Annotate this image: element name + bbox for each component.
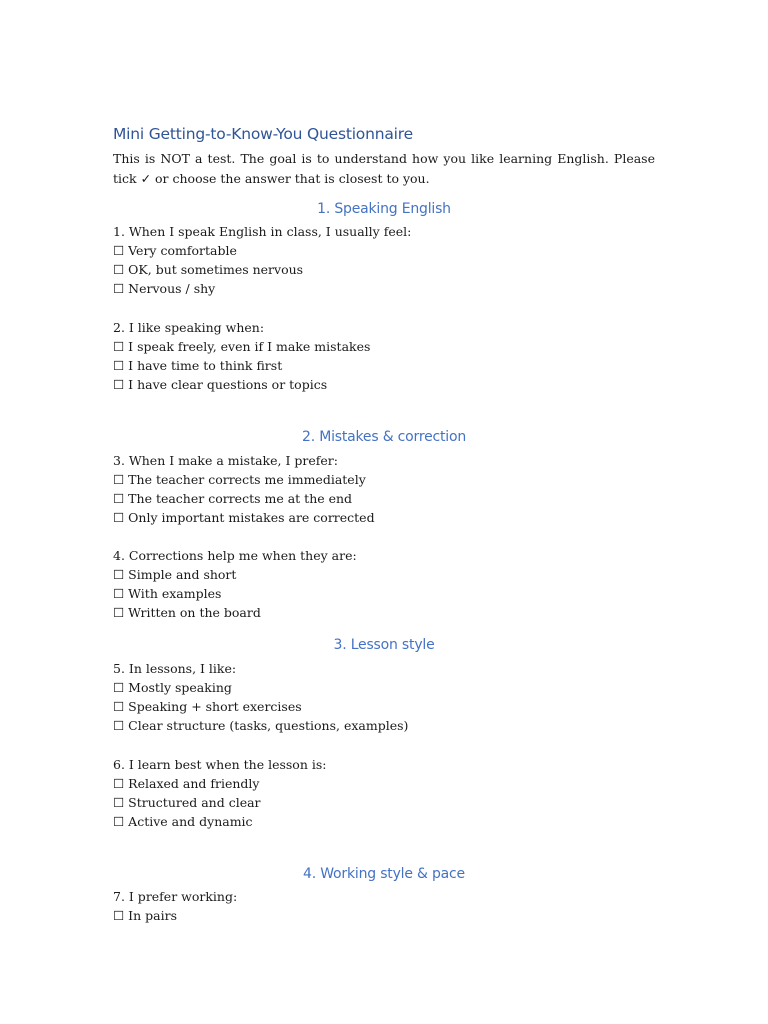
option-checkbox[interactable]: ☐ The teacher corrects me immediately: [113, 472, 366, 487]
section-heading-mistakes: 2. Mistakes & correction: [301, 429, 467, 445]
option-checkbox[interactable]: ☐ Very comfortable: [113, 243, 237, 258]
question-2: [113, 318, 370, 394]
question-prompt: 5. In lessons, I like:: [113, 661, 237, 676]
question-prompt: 2. I like speaking when:: [113, 320, 265, 335]
option-checkbox[interactable]: ☐ OK, but sometimes nervous: [113, 262, 304, 277]
option-checkbox[interactable]: ☐ Speaking + short exercises: [113, 699, 302, 714]
question-prompt: 4. Corrections help me when they are:: [113, 548, 357, 563]
question-1: [113, 222, 411, 298]
page-title: Mini Getting-to-Know-You Questionnaire: [113, 125, 413, 143]
option-checkbox[interactable]: ☐ Mostly speaking: [113, 680, 232, 695]
option-checkbox[interactable]: ☐ In pairs: [113, 908, 177, 923]
question-3: [113, 451, 375, 527]
option-checkbox[interactable]: ☐ Nervous / shy: [113, 281, 216, 296]
option-checkbox[interactable]: ☐ Written on the board: [113, 605, 261, 620]
section-heading-working-style: 4. Working style & pace: [303, 866, 465, 882]
intro-text: This is NOT a test. The goal is to understand how you like learning English. Please tick ✓ or choose the answer that is closest to you.: [113, 151, 655, 186]
section-heading-speaking: 1. Speaking English: [317, 201, 451, 217]
option-checkbox[interactable]: ☐ Simple and short: [113, 567, 237, 582]
question-prompt: 6. I learn best when the lesson is:: [113, 757, 327, 772]
option-checkbox[interactable]: ☐ Active and dynamic: [113, 814, 253, 829]
section-heading-lesson-style: 3. Lesson style: [333, 637, 435, 653]
option-checkbox[interactable]: ☐ With examples: [113, 586, 222, 601]
option-checkbox[interactable]: ☐ I have clear questions or topics: [113, 377, 328, 392]
option-checkbox[interactable]: ☐ I have time to think first: [113, 358, 283, 373]
option-checkbox[interactable]: ☐ I speak freely, even if I make mistakes: [113, 339, 371, 354]
question-7: [113, 887, 237, 925]
question-5: [113, 659, 408, 735]
option-checkbox[interactable]: ☐ The teacher corrects me at the end: [113, 491, 353, 506]
question-prompt: 7. I prefer working:: [113, 889, 238, 904]
option-checkbox[interactable]: ☐ Relaxed and friendly: [113, 776, 260, 791]
option-checkbox[interactable]: ☐ Only important mistakes are corrected: [113, 510, 375, 525]
question-4: [113, 546, 357, 622]
question-prompt: 1. When I speak English in class, I usually feel:: [113, 224, 412, 239]
question-prompt: 3. When I make a mistake, I prefer:: [113, 453, 338, 468]
option-checkbox[interactable]: ☐ Structured and clear: [113, 795, 261, 810]
question-6: [113, 755, 326, 831]
option-checkbox[interactable]: ☐ Clear structure (tasks, questions, examples): [113, 718, 409, 733]
